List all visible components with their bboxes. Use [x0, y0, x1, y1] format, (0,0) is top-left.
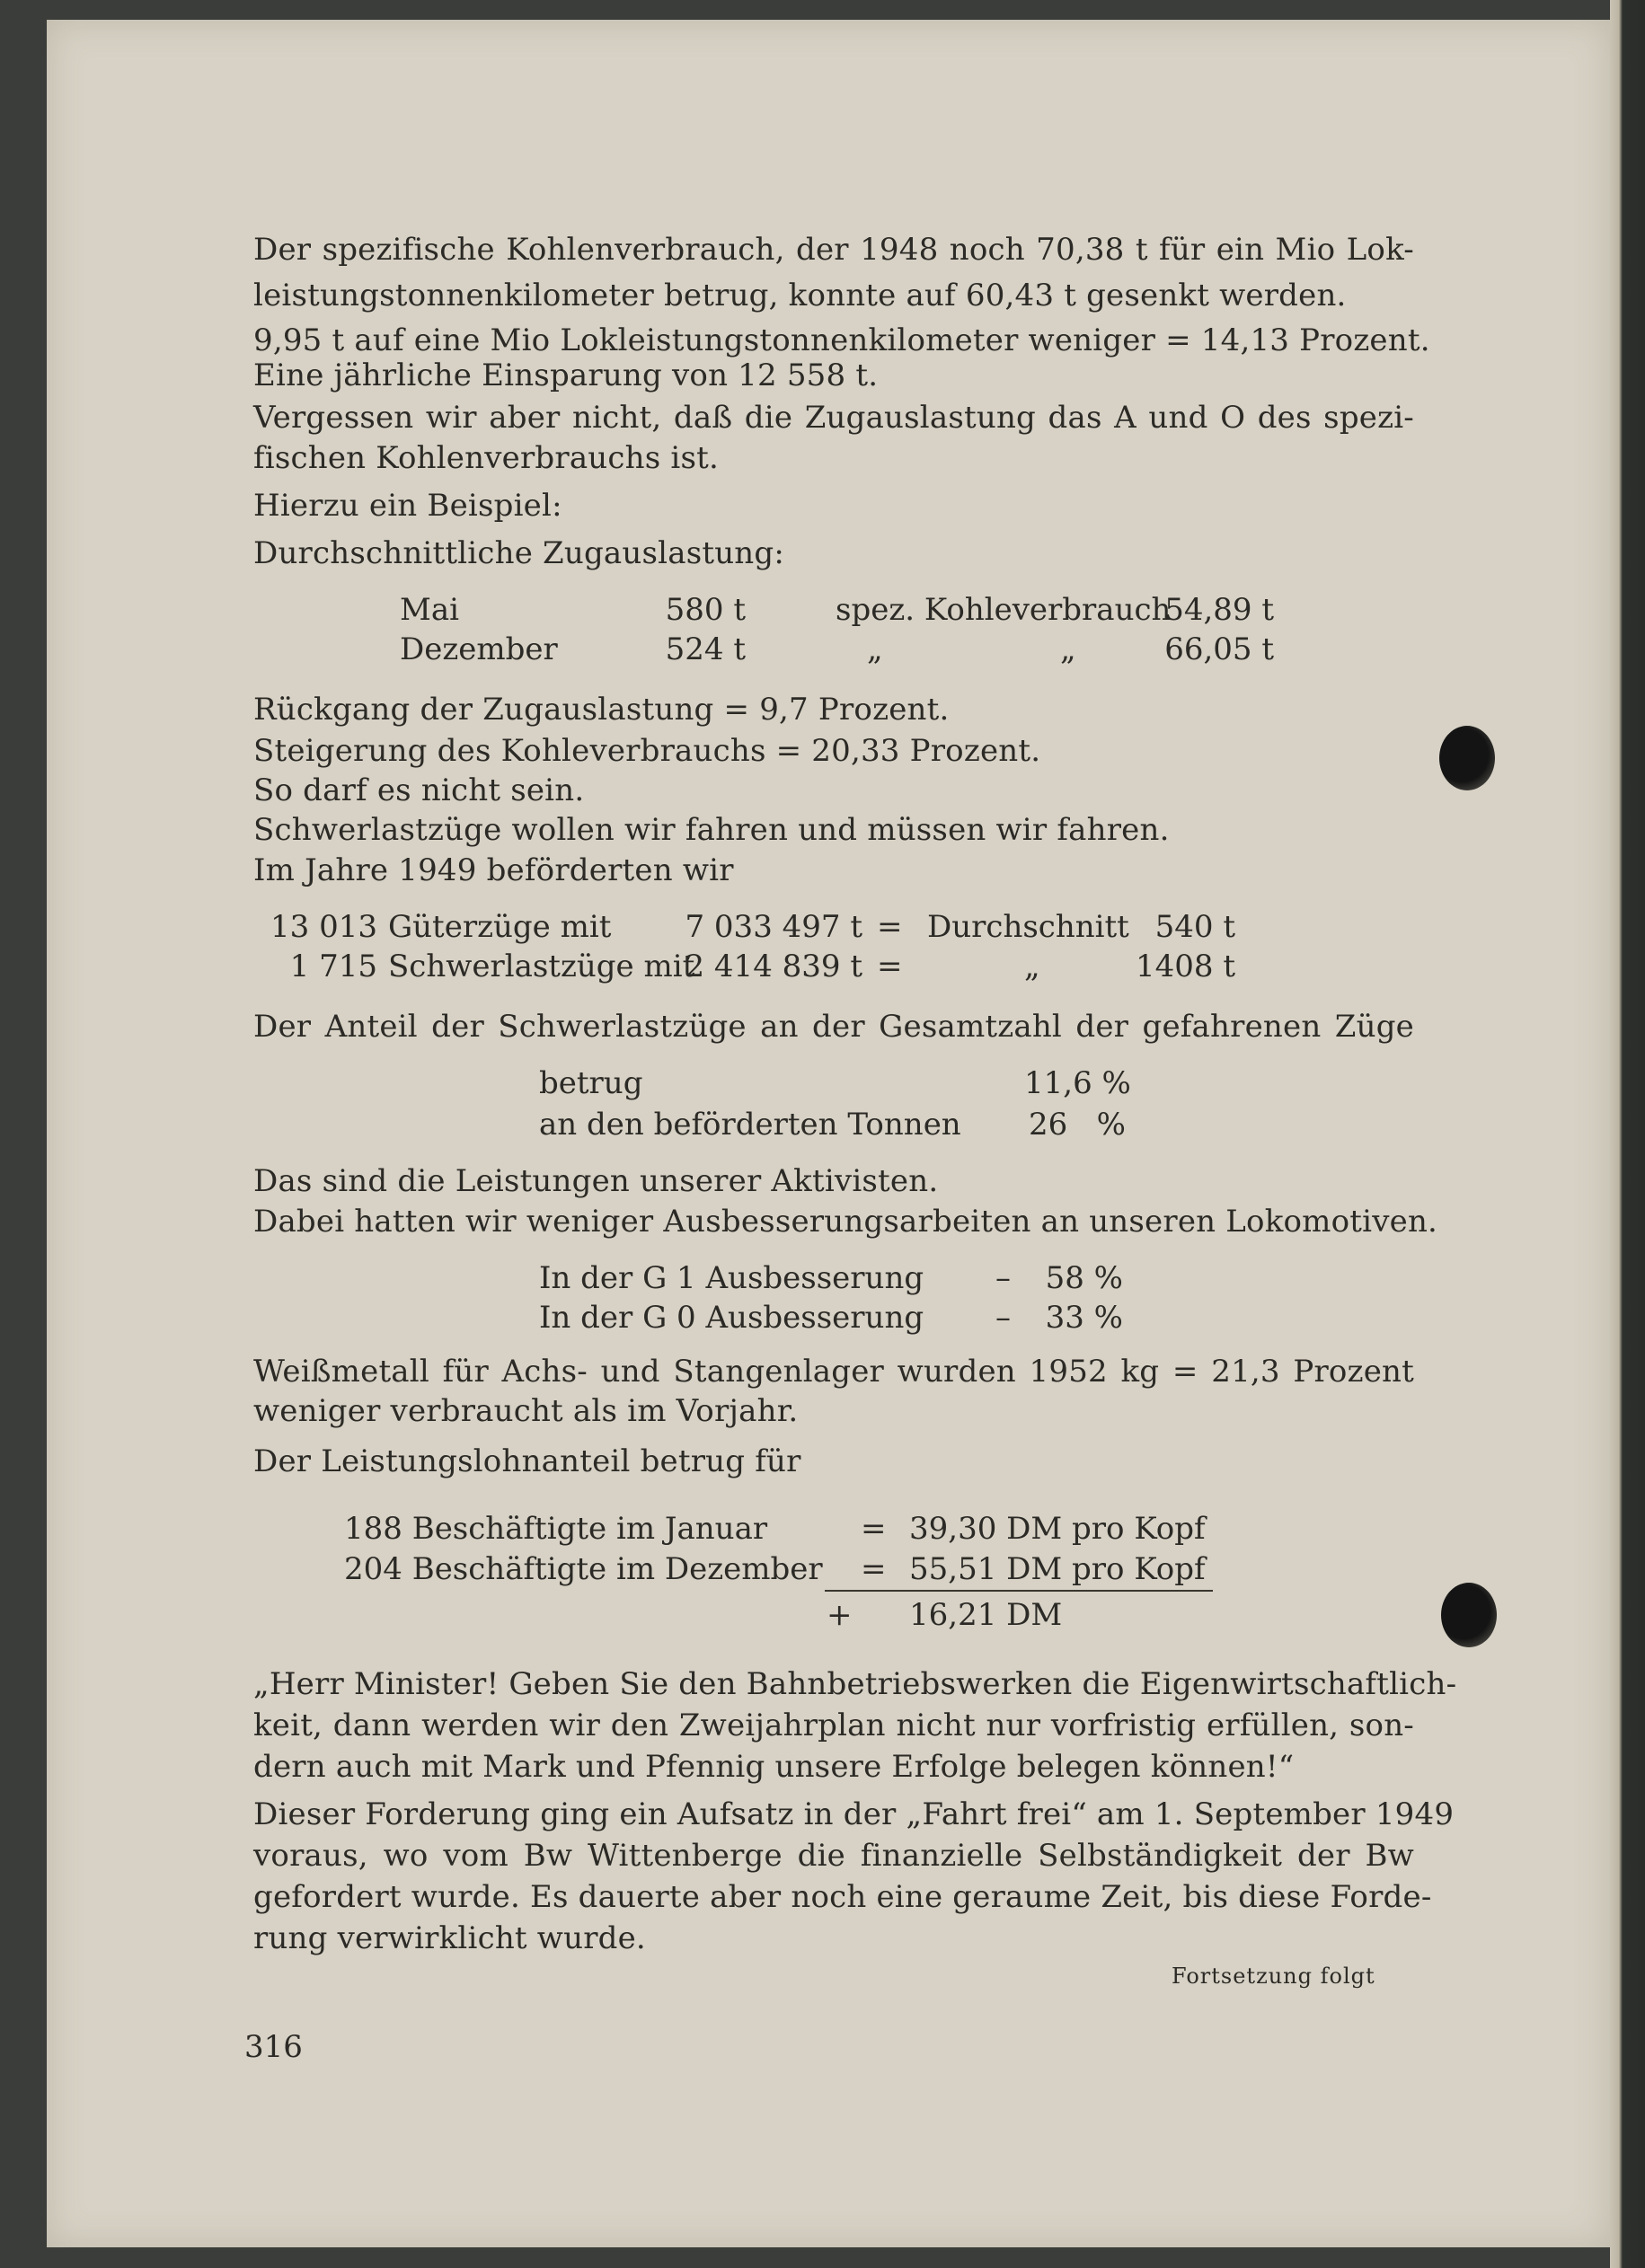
share-value: 26 % — [1029, 1107, 1126, 1143]
text-line: Dabei hatten wir weniger Ausbesserungsarbeiten an unseren Lokomotiven. — [253, 1204, 1438, 1240]
load-month: Dezember — [400, 631, 558, 667]
ditto-mark: „ — [1060, 631, 1076, 667]
coal-value: 54,89 t — [1164, 592, 1274, 628]
equals-sign: = — [877, 909, 903, 945]
repair-value: 33 % — [1045, 1300, 1123, 1336]
text-line: dern auch mit Mark und Pfennig unsere Erfolge belegen können!“ — [253, 1749, 1295, 1785]
text-line: Schwerlastzüge wollen wir fahren und müssen wir fahren. — [253, 812, 1170, 848]
equals-sign: = — [861, 1551, 887, 1587]
load-value: 580 t — [665, 592, 746, 628]
text-line: „Herr Minister! Geben Sie den Bahnbetriebswerken die Eigenwirtschaftlich- — [253, 1666, 1457, 1702]
punch-hole-lower — [1441, 1583, 1497, 1647]
train-label: Durchschnitt — [927, 909, 1129, 945]
punch-hole-upper — [1439, 726, 1495, 790]
load-month: Mai — [400, 592, 459, 628]
text-line: keit, dann werden wir den Zweijahrplan nicht nur vorfristig erfüllen, son- — [253, 1708, 1414, 1743]
equals-sign: = — [861, 1511, 887, 1547]
wage-label: 188 Beschäftigte im Januar — [344, 1511, 768, 1547]
text-line: voraus, wo vom Bw Wittenberge die finanzielle Selbständigkeit der Bw — [253, 1838, 1414, 1874]
wage-value: 39,30 DM pro Kopf — [909, 1511, 1206, 1547]
wage-value: 55,51 DM pro Kopf — [909, 1551, 1206, 1587]
ditto-mark: „ — [1024, 949, 1040, 984]
coal-value: 66,05 t — [1164, 631, 1274, 667]
repair-label: In der G 0 Ausbesserung — [539, 1300, 924, 1336]
text-line: Hierzu ein Beispiel: — [253, 488, 562, 524]
text-line: weniger verbraucht als im Vorjahr. — [253, 1393, 799, 1429]
text-line: Der spezifische Kohlenverbrauch, der 1948 noch 70,38 t für ein Mio Lok- — [253, 232, 1414, 268]
ditto-mark: „ — [867, 631, 883, 667]
train-tons: 7 033 497 t — [685, 909, 862, 945]
text-line: Das sind die Leistungen unserer Aktivisten. — [253, 1163, 939, 1199]
text-line: Eine jährliche Einsparung von 12 558 t. — [253, 357, 879, 393]
train-kind: Güterzüge mit — [388, 909, 612, 945]
text-line: leistungstonnenkilometer betrug, konnte auf 60,43 t gesenkt werden. — [253, 278, 1347, 313]
plus-sign: + — [827, 1597, 853, 1633]
text-line: Durchschnittliche Zugauslastung: — [253, 535, 785, 571]
equals-sign: = — [877, 949, 903, 984]
text-line: gefordert wurde. Es dauerte aber noch eine geraume Zeit, bis diese Forde- — [253, 1879, 1432, 1915]
load-label: spez. Kohleverbrauch — [836, 592, 1172, 628]
text-line: Der Anteil der Schwerlastzüge an der Gesamtzahl der gefahrenen Züge — [253, 1009, 1414, 1045]
train-count: 13 013 — [270, 909, 377, 945]
share-value: 11,6 % — [1024, 1065, 1131, 1101]
train-kind: Schwerlastzüge mit — [388, 949, 695, 984]
text-line: Steigerung des Kohleverbrauchs = 20,33 Prozent. — [253, 733, 1041, 769]
repair-dash: – — [995, 1260, 1011, 1296]
repair-dash: – — [995, 1300, 1011, 1336]
train-avg: 1408 t — [1136, 949, 1235, 984]
text-line: Rückgang der Zugauslastung = 9,7 Prozent. — [253, 692, 950, 728]
sum-rule — [825, 1590, 1213, 1592]
repair-value: 58 % — [1045, 1260, 1123, 1296]
wage-total: 16,21 DM — [909, 1597, 1063, 1633]
text-line: fischen Kohlenverbrauchs ist. — [253, 440, 719, 476]
text-line: Vergessen wir aber nicht, daß die Zugauslastung das A und O des spezi- — [253, 400, 1414, 436]
text-line: Weißmetall für Achs- und Stangenlager wurden 1952 kg = 21,3 Prozent — [253, 1354, 1414, 1390]
train-count: 1 715 — [289, 949, 377, 984]
text-line: 9,95 t auf eine Mio Lokleistungstonnenkilometer weniger = 14,13 Prozent. — [253, 322, 1430, 358]
text-line: So darf es nicht sein. — [253, 772, 585, 808]
book-spine — [1610, 0, 1645, 2268]
text-line: Dieser Forderung ging ein Aufsatz in der „Fahrt frei“ am 1. September 1949 — [253, 1796, 1455, 1832]
repair-label: In der G 1 Ausbesserung — [539, 1260, 924, 1296]
share-label: betrug — [539, 1065, 643, 1101]
continuation-note: Fortsetzung folgt — [1172, 1964, 1375, 1989]
text-line: rung verwirklicht wurde. — [253, 1920, 646, 1956]
train-tons: 2 414 839 t — [685, 949, 862, 984]
share-label: an den beförderten Tonnen — [539, 1107, 961, 1143]
text-line: Der Leistungslohnanteil betrug für — [253, 1443, 801, 1479]
text-line: Im Jahre 1949 beförderten wir — [253, 852, 734, 888]
load-value: 524 t — [665, 631, 746, 667]
train-avg: 540 t — [1154, 909, 1235, 945]
page-number: 316 — [244, 2029, 303, 2065]
wage-label: 204 Beschäftigte im Dezember — [344, 1551, 823, 1587]
